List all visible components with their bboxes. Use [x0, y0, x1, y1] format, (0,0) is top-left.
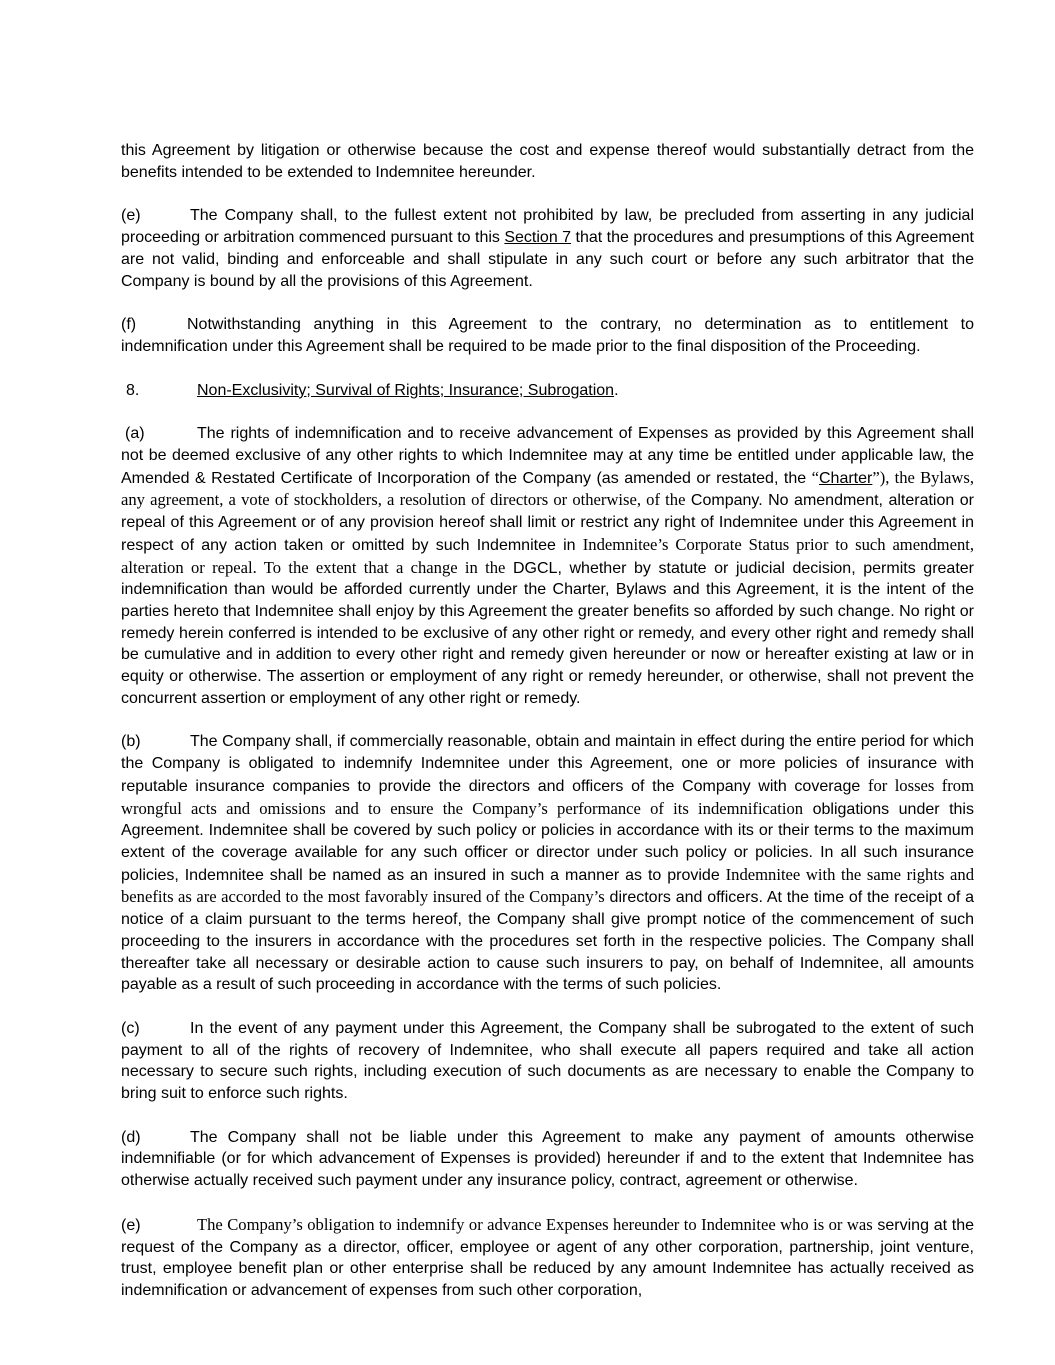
paragraph-text: The Company shall, if commercially reasonable, obtain and maintain in effect during the entire period for which the Company is obligated to indemnify Indemnitee under this Agreement, one or more policies of insurance with reputable insurance companies to provide the directors and officers of the Company with coverage	[121, 733, 974, 795]
paragraph-7f	[121, 314, 974, 357]
paragraph-text: directors and officers. At the time of the receipt of a notice of a claim pursuant to the terms hereof, the Company shall give prompt notice of the commencement of such proceeding to the insurers in accordance with the procedures set forth in the respective policies. The Company shall thereafter take all necessary or desirable action to cause such insurers to pay, on behalf of Indemnitee, all amounts payable as a result of such proceeding in accordance with the terms of such policies.	[121, 889, 974, 994]
paragraph-label: (b)	[121, 733, 141, 751]
section-title-period: .	[614, 381, 619, 399]
continuation-text: this Agreement by litigation or otherwise because the cost and expense thereof would substantially detract from the benefits intended to be extended to Indemnitee hereunder.	[121, 142, 974, 181]
paragraph-8e	[121, 1214, 974, 1302]
paragraph-label: (e)	[121, 207, 141, 225]
paragraph-text: DGCL, whether by statute or judicial decision, permits greater indemnification than would be afforded currently under the Charter, Bylaws and this Agreement, it is the intent of the parties hereto that Indemnitee shall enjoy by this Agreement the greater benefits so afforded by such change. No right or remedy herein conferred is intended to be exclusive of any other right or remedy, and every other right and remedy shall be cumulative and in addition to every other right and remedy given hereunder or now or hereafter existing at law or in equity or otherwise. The assertion or employment of any right or remedy hereunder, or otherwise, shall not prevent the concurrent assertion or employment of any other right or remedy.	[121, 559, 975, 707]
paragraph-8d	[121, 1127, 974, 1192]
charter-definition: Charter	[819, 469, 873, 487]
paragraph-text: serving at the request of the Company as a director, officer, employee or agent of any other corporation, partnership, joint venture, trust, employee benefit plan or other enterprise shall be reduced by any amount Indemnitee has actually received as indemnification or advancement of expenses from such other corporation,	[121, 1216, 975, 1299]
paragraph-text: Notwithstanding anything in this Agreement to the contrary, no determination as to entitlement to indemnification under this Agreement shall be required to be made prior to the final disposition of the Proceeding.	[121, 316, 974, 355]
paragraph-text-serif: Indemnitee with the same rights and benefits as are accorded to the most favorably insured of the Company’s	[121, 864, 975, 907]
paragraph-8c	[121, 1018, 974, 1105]
paragraph-label: (d)	[121, 1128, 141, 1146]
paragraph-text-serif: The Company’s obligation to indemnify or advance Expenses hereunder to Indemnitee who is or was	[197, 1214, 873, 1234]
paragraph-label: (a)	[125, 425, 145, 443]
paragraph-text: obligations under this Agreement. Indemnitee shall be covered by such policy or policies in accordance with its or their terms to the maximum extent of the coverage available for any such officer or director under such policy or policies. In all such insurance policies, Indemnitee shall be named as an insured in such a manner as to provide	[121, 800, 974, 884]
paragraph-7e	[121, 205, 974, 292]
paragraph-text: The rights of indemnification and to receive advancement of Expenses as provided by this Agreement shall not be deemed exclusive of any other rights to which Indemnitee may at any time be entitled under applicable law, the Amended & Restated Certificate of Incorporation of the Company (as amended or restated, the	[121, 425, 974, 487]
paragraph-label: (e)	[121, 1216, 141, 1234]
document-page	[121, 140, 974, 1302]
section-title: Non-Exclusivity; Survival of Rights; Insurance; Subrogation	[197, 381, 615, 399]
section-7-reference: Section 7	[504, 229, 572, 247]
paragraph-label: (f)	[121, 316, 137, 334]
paragraph-text: that the procedures and presumptions of this Agreement are not valid, binding and enforceable and shall stipulate in any such court or before any such arbitrator that the Company is bound by all the provisions of this Agreement.	[121, 229, 974, 290]
section-number: 8.	[126, 381, 140, 399]
quote-open: “	[811, 467, 819, 487]
paragraph-text-serif: Indemnitee’s Corporate Status prior to such amendment, alteration or repeal. To the extent that a change in the	[121, 534, 975, 577]
paragraph-text: The Company shall, to the fullest extent not prohibited by law, be precluded from asserting in any judicial proceeding or arbitration commenced pursuant to this	[121, 207, 974, 247]
paragraph-continuation	[121, 140, 974, 183]
paragraph-label: (c)	[121, 1019, 140, 1037]
paragraph-8b	[121, 731, 974, 995]
paragraph-text: In the event of any payment under this Agreement, the Company shall be subrogated to the extent of such payment to all of the rights of recovery of Indemnitee, who shall execute all papers required and take all action necessary to secure such rights, including execution of such documents as are necessary to enable the Company to bring suit to enforce such rights.	[121, 1019, 974, 1103]
paragraph-text: The Company shall not be liable under this Agreement to make any payment of amounts otherwise indemnifiable (or for which advancement of Expenses is provided) hereunder if and to the extent that Indemnitee has otherwise actually received such payment under any insurance policy, contract, agreement or otherwise.	[121, 1128, 974, 1190]
section-8-heading	[121, 380, 974, 402]
paragraph-text-serif: for losses from wrongful acts and omissions and to ensure the Company’s performance of its indemnification	[121, 775, 975, 818]
paragraph-text: Company. No amendment, alteration or repeal of this Agreement or of any provision hereof shall limit or restrict any right of Indemnitee under this Agreement in respect of any action taken or omitted by such Indemnitee in	[121, 492, 974, 554]
paragraph-8a	[121, 423, 974, 709]
paragraph-text-serif: ”), the Bylaws, any agreement, a vote of stockholders, a resolution of directors or otherwise, of the	[121, 467, 974, 510]
